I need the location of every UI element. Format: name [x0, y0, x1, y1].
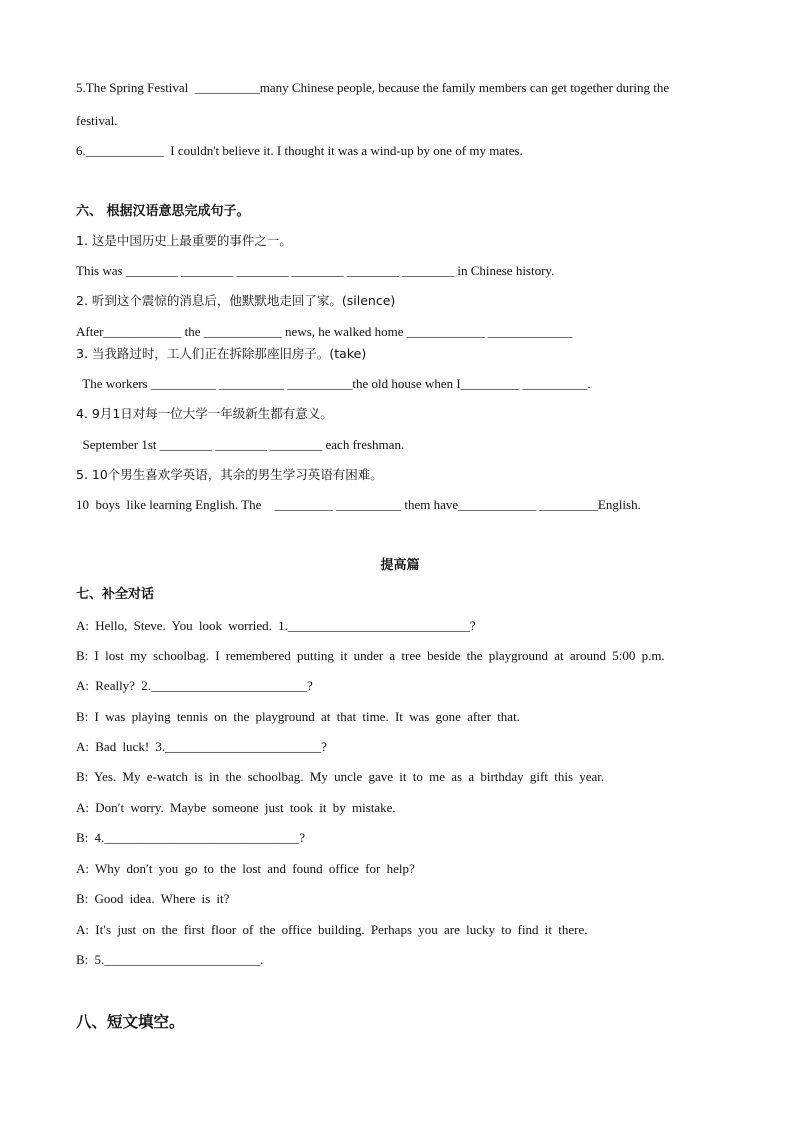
dialog-line: B: 4.______________________________?: [76, 830, 306, 845]
dialog-line: A: Don′t worry. Maybe someone just took it by mistake.: [76, 800, 396, 815]
s6-item2-cn: 2. 听到这个震惊的消息后，他默默地走回了家。(silence): [76, 293, 396, 308]
dialog-line: B: I was playing tennis on the playground at that time. It was gone after that.: [76, 709, 520, 724]
s6-item4-cn: 4. 9月1日对每一位大学一年级新生都有意义。: [76, 406, 333, 421]
dialog-line: B: I lost my schoolbag. I remembered putting it under a tree beside the playground at around 5:00 p.m.: [76, 648, 665, 663]
section7-heading: 七、补全对话: [76, 587, 155, 602]
s6-item3-en: The workers __________ __________ __________the old house when I_________ __________.: [76, 376, 591, 391]
dialog-line: A: It′s just on the first floor of the office building. Perhaps you are lucky to find it there.: [76, 922, 588, 937]
advanced-title: 提高篇: [380, 558, 420, 573]
s6-item4-en: September 1st ________ ________ ________ each freshman.: [76, 437, 405, 452]
dialog-line: B: Yes. My e-watch is in the schoolbag. My uncle gave it to me as a birthday gift this year.: [76, 769, 605, 784]
dialog-line: B: Good idea. Where is it?: [76, 891, 230, 906]
s6-item1-en: This was ________ ________ ________ ________ ________ ________ in Chinese history.: [76, 263, 555, 278]
q5-line1: 5.The Spring Festival __________many Chinese people, because the family members can get together during the: [76, 80, 670, 95]
q6-line: 6.____________ I couldn't believe it. I thought it was a wind-up by one of my mates.: [76, 143, 523, 158]
s6-item1-cn: 1. 这是中国历史上最重要的事件之一。: [76, 233, 292, 248]
s6-item2-en: After____________ the ____________ news, he walked home ____________ _____________: [76, 324, 573, 339]
dialog-line: A: Really? 2.________________________?: [76, 678, 313, 693]
section6-heading: 六、 根据汉语意思完成句子。: [76, 204, 250, 219]
dialog-line: B: 5.________________________.: [76, 952, 264, 967]
dialog-line: A: Bad luck! 3.________________________?: [76, 739, 327, 754]
q5-line2: festival.: [76, 113, 118, 128]
s6-item5-cn: 5. 10个男生喜欢学英语，其余的男生学习英语有困难。: [76, 467, 383, 482]
section8-heading: 八、短文填空。: [76, 1013, 185, 1031]
s6-item3-cn: 3. 当我路过时，工人们正在拆除那座旧房子。(take): [76, 346, 367, 361]
dialog-line: A: Why don′t you go to the lost and found office for help?: [76, 861, 415, 876]
s6-item5-en: 10 boys like learning English. The _________ __________ them have____________ _________English.: [76, 497, 641, 512]
dialog-line: A: Hello, Steve. You look worried. 1.____________________________?: [76, 618, 476, 633]
